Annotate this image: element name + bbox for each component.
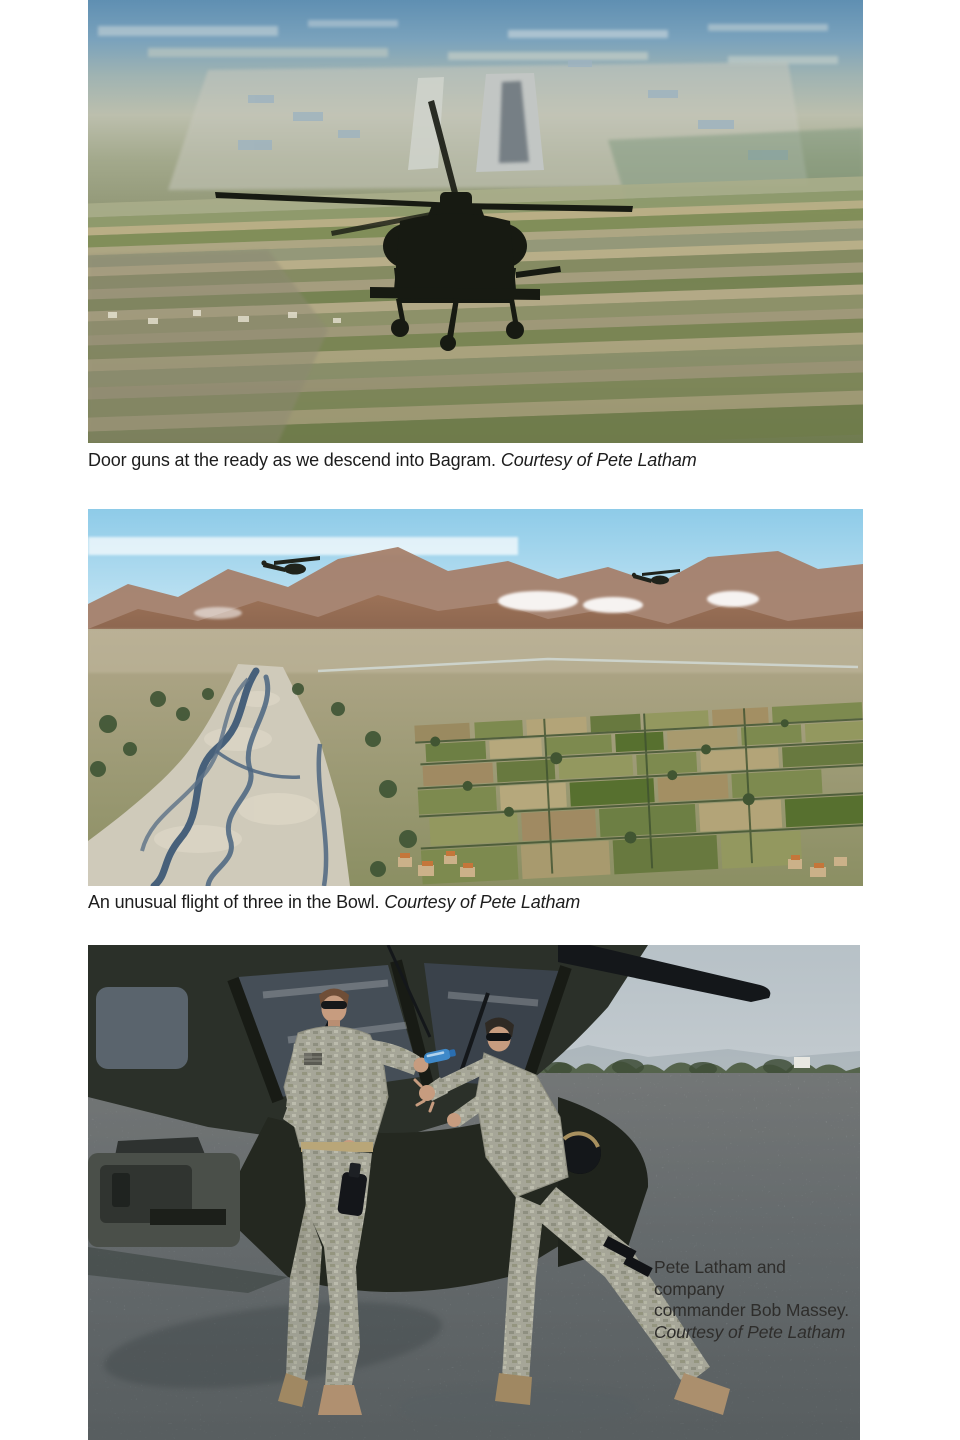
overlay-line2: commander Bob Massey. [654, 1300, 850, 1320]
caption-bowl [88, 891, 863, 913]
caption-credit: Courtesy of Pete Latham [500, 450, 697, 470]
caption-credit: Courtesy of Pete Latham [384, 892, 581, 912]
caption-text: An unusual flight of three in the Bowl. [88, 892, 380, 912]
cockpit-door-window [96, 987, 188, 1069]
photo-latham-massey [88, 945, 860, 1440]
snow-peaks [88, 537, 518, 555]
step-pod [88, 1137, 240, 1247]
caption-text: Door guns at the ready as we descend into Bagram. [88, 450, 496, 470]
step-bar [150, 1209, 226, 1225]
boot [495, 1373, 532, 1405]
stabilator [370, 287, 540, 300]
flag-patch [304, 1053, 322, 1065]
bagram-descent-image [88, 0, 863, 443]
photo-bagram-descent [88, 0, 863, 443]
sunglasses [321, 1001, 347, 1009]
sunglasses [486, 1033, 511, 1041]
overlay-credit: Courtesy of Pete Latham [654, 1321, 846, 1342]
white-building [794, 1057, 810, 1068]
bowl-flight-image [88, 509, 863, 886]
latham-massey-image [88, 945, 860, 1440]
overlay-line1: Pete Latham and company [654, 1257, 786, 1299]
photo-bowl-flight [88, 509, 863, 886]
caption-bagram [88, 449, 863, 471]
photo-overlay-caption [654, 1257, 854, 1343]
